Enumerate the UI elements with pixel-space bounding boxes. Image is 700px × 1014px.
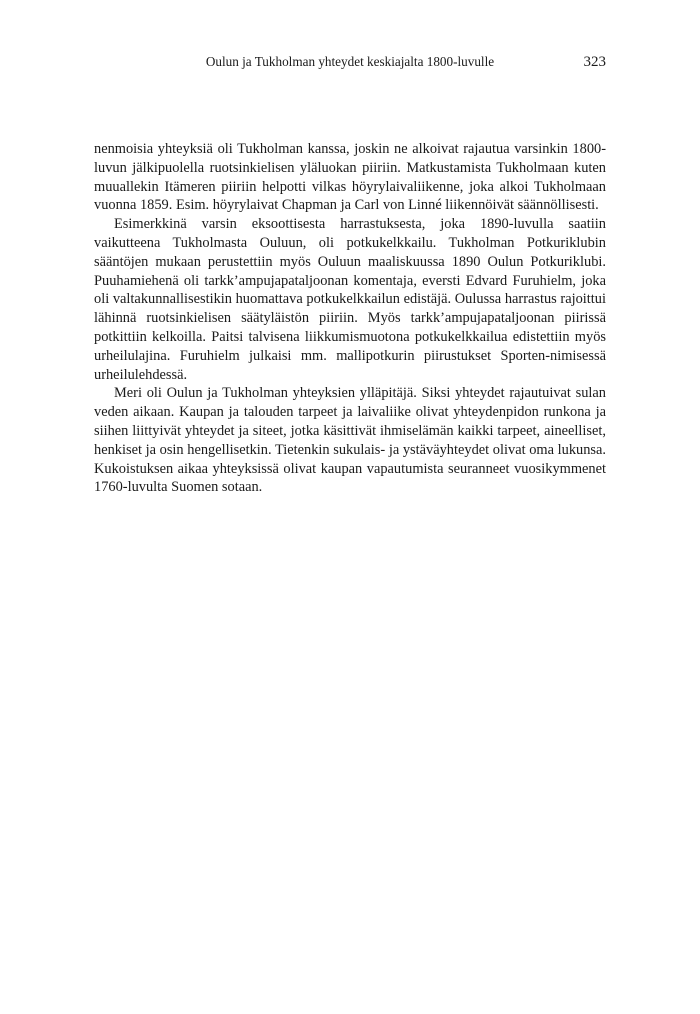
paragraph-2: Esimerkkinä varsin eksoottisesta harrastuksesta, joka 1890-luvulla saatiin vaikutteena Tukholmasta Ouluun, oli potkukelkkailu. Tukholman Potkuriklubin sääntöjen mukaan perustettiin myös Ouluun maaliskuussa 1890 Oulun Potkuriklubi. Puuhamiehenä oli tarkk’ampujapataljoonan komentaja, eversti Edvard Furuhielm, joka oli valtakunnallisestikin huomattava potkukelkkailun edistäjä. Oulussa harrastus rajoittui lähinnä ruotsinkielisen säätyläistön piiriin. Myös tarkk’ampujapataljoonan piirissä potkittiin kelkoilla. Paitsi talvisena liikkumismuotona potkukelkkailua edistettiin myös urheilulajina. Furuhielm julkaisi mm. mallipotkurin piirustukset Sporten-nimisessä urheilulehdessä.	[94, 216, 606, 383]
paragraph-1: nenmoisia yhteyksiä oli Tukholman kanssa, joskin ne alkoivat rajautua varsinkin 1800-luvun jälkipuolella ruotsinkielisen yläluokan piiriin. Matkustamista Tukholmaan kuten muuallekin Itämeren piiriin helpotti vilkas höyrylaivaliikenne, joka alkoi Tukholmaan vuonna 1859. Esim. höyrylaivat Chapman ja Carl von Linné liikennöivät säännöllisesti.	[94, 141, 606, 214]
running-head	[94, 53, 606, 73]
body-text	[94, 140, 606, 497]
running-title: Oulun ja Tukholman yhteydet keskiajalta 1800-luvulle	[205, 54, 495, 69]
paragraph-3: Meri oli Oulun ja Tukholman yhteyksien ylläpitäjä. Siksi yhteydet rajautuivat sulan veden aikaan. Kaupan ja talouden tarpeet ja laivaliike olivat yhteydenpidon runkona ja siihen liittyivät yhteydet ja siteet, jotka käsittivät ihmiselämän kaikki tarpeet, aineelliset, henkiset ja osin hengellisetkin. Tietenkin sukulais- ja ystäväyhteydet olivat oma lukunsa. Kukoistuksen aikaa yhteyksissä olivat kaupan vapautumista seuranneet vuosikymmenet 1760-luvulta Suomen sotaan.	[94, 385, 606, 496]
page-number: 323	[583, 54, 606, 70]
